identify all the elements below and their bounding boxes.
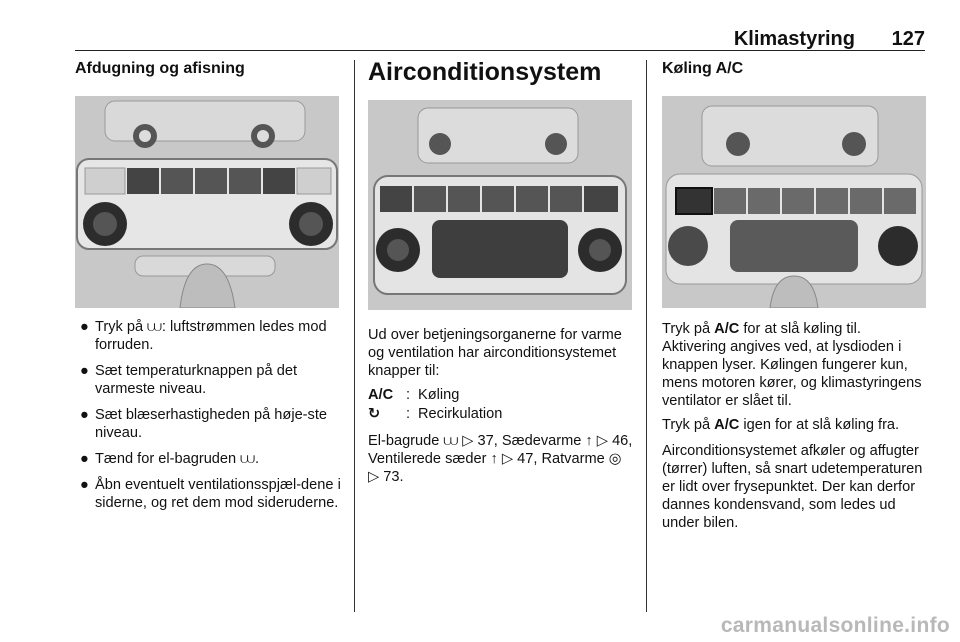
heading-defrost: Afdugning og afisning (75, 60, 245, 77)
column-cooling (662, 60, 928, 531)
definition-row: ↻ : Recirkulation (368, 406, 503, 422)
cooling-on-paragraph: Tryk på A/C for at slå køling til. Aktivering angives ved, at lysdioden i knappen lyser. Kølingen fungerer kun, mens motoren kører, og klimastyringens ventilator er slået til. (662, 321, 922, 409)
column-divider (354, 60, 355, 612)
defrost-steps (75, 318, 343, 520)
condensation-paragraph: Airconditionsystemet afkøler og affugter (tørrer) luften, så snart udetemperaturen er lidt over frysepunktet. Der kan derfor dannes kondensvand, som ledes ud under bilen. (662, 443, 923, 531)
recirculation-icon: ↻ (368, 406, 381, 422)
list-item: ● Tænd for el-bagruden ⩊. (80, 451, 260, 467)
definition-desc: Recirkulation (418, 406, 503, 422)
column-defrost (75, 60, 343, 511)
column-aircon (368, 58, 634, 485)
climate-panel-photo-defrost (75, 96, 339, 308)
heading-aircon: Airconditionsystem (368, 58, 602, 86)
page-header (75, 20, 925, 51)
list-item: ● Sæt temperaturknappen på det varmeste niveau. (80, 363, 298, 397)
list-item: ● Sæt blæserhastigheden på høje-ste niveau. (80, 407, 328, 441)
aircon-intro: Ud over betjeningsorganerne for varme og ventilation har airconditionsystemet knapper til: (368, 327, 622, 379)
list-item: ● Tryk på ⩊: luftstrømmen ledes mod forruden. (80, 319, 327, 353)
heading-cooling: Køling A/C (662, 60, 744, 77)
definition-row: A/C : Køling (368, 387, 460, 403)
list-item: ● Åbn eventuelt ventilationsspjæl-dene i siderne, og ret dem mod sideruderne. (80, 477, 341, 511)
watermark: carmanualsonline.info (720, 614, 950, 637)
button-definitions (368, 386, 634, 424)
section-title: Klimastyring (733, 28, 855, 50)
definition-term: A/C (368, 387, 394, 403)
climate-panel-photo-cooling (662, 96, 926, 308)
column-divider (646, 60, 647, 612)
cooling-off-paragraph: Tryk på A/C igen for at slå køling fra. (662, 417, 900, 433)
cross-references: El-bagrude ⩊ ▷ 37, Sædevarme ↑ ▷ 46, Ventilerede sæder ↑ ▷ 47, Ratvarme ◎ ▷ 73. (368, 433, 633, 485)
definition-desc: Køling (418, 387, 460, 403)
climate-panel-photo-aircon (368, 100, 632, 310)
page-number: 127 (891, 28, 925, 50)
